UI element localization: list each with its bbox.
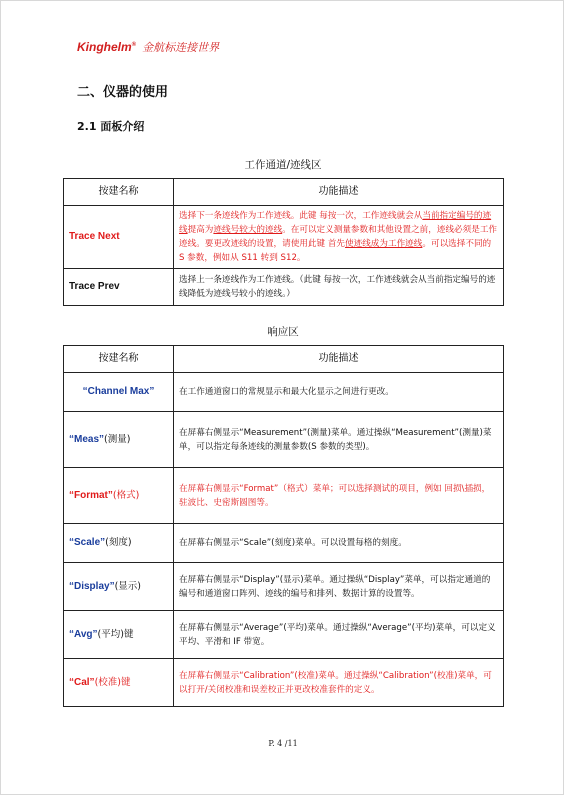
column-header-key: 按建名称 — [64, 346, 174, 373]
key-name-format: “Format”(格式) — [64, 468, 174, 524]
key-name-cal: “Cal”(校准)键 — [64, 659, 174, 707]
key-description: 在屏幕右侧显示“Calibration”(校准)菜单。通过操纵“Calibration”(校准)菜单，可以打开/关闭校准和误差校正并更改校准套件的定义。 — [174, 659, 504, 707]
column-header-key: 按建名称 — [64, 179, 174, 206]
logo-brand-text: Kinghelm® — [77, 40, 137, 54]
key-description: 在屏幕右侧显示“Display”(显示)菜单。通过操纵“Display”菜单，可以指定通道的编号和通道窗口阵列、迹线的编号和排列、数据计算的设置等。 — [174, 563, 504, 611]
key-description: 在屏幕右侧显示“Scale”(刻度)菜单。可以设置每格的刻度。 — [174, 524, 504, 563]
trace-keys-table — [63, 178, 504, 306]
column-header-desc: 功能描述 — [174, 179, 504, 206]
table-header-row — [64, 179, 504, 206]
key-name-channel-max: “Channel Max” — [64, 373, 174, 412]
table1-caption: 工作通道/迹线区 — [244, 159, 322, 171]
key-name-avg: “Avg”(平均)键 — [64, 611, 174, 659]
company-logo — [77, 39, 219, 55]
key-description: 在屏幕右侧显示“Average”(平均)菜单。通过操纵“Average”(平均)菜单，可以定义平均、平滑和 IF 带宽。 — [174, 611, 504, 659]
response-keys-table — [63, 345, 504, 707]
column-header-desc: 功能描述 — [174, 346, 504, 373]
logo-tagline: 金航标连接世界 — [142, 41, 220, 54]
table-row — [64, 373, 504, 412]
key-name-display: “Display”(显示) — [64, 563, 174, 611]
table-row — [64, 468, 504, 524]
table-row — [64, 524, 504, 563]
table-row — [64, 611, 504, 659]
table-header-row — [64, 346, 504, 373]
page-number: P. 4 /11 — [268, 739, 298, 748]
subsection-title: 2.1 面板介绍 — [77, 120, 145, 133]
section-title: 二、仪器的使用 — [77, 85, 169, 100]
key-description: 选择下一条迹线作为工作迹线。此键 每按一次，工作迹线就会从当前指定编号的迹线提高为迹线号较大的迹线。在可以定义测量参数和其他设置之前，迹线必须是工作迹线。要更改迹线的设置，请使用此键 首先使迹线成为工作迹线。可以选择不同的 S 参数，例如从 S11 转到 S12。 — [174, 206, 504, 269]
key-description: 在工作通道窗口的常规显示和最大化显示之间进行更改。 — [174, 373, 504, 412]
key-description: 选择上一条迹线作为工作迹线。（此键 每按一次，工作迹线就会从当前指定编号的迹线降低为迹线号较小的迹线。） — [174, 269, 504, 306]
table-row — [64, 412, 504, 468]
table2-caption: 响应区 — [267, 326, 299, 338]
key-name-trace-prev: Trace Prev — [64, 269, 174, 306]
key-name-meas: “Meas”(测量) — [64, 412, 174, 468]
table-row — [64, 659, 504, 707]
key-name-trace-next: Trace Next — [64, 206, 174, 269]
table-row — [64, 269, 504, 306]
key-name-scale: “Scale”(刻度) — [64, 524, 174, 563]
table-row — [64, 563, 504, 611]
key-description: 在屏幕右侧显示“Measurement”(测量)菜单。通过操纵“Measurement”(测量)菜单，可以指定每条迹线的测量参数(S 参数的类型)。 — [174, 412, 504, 468]
table-row — [64, 206, 504, 269]
key-description: 在屏幕右侧显示“Format”（格式）菜单；可以选择测试的项目，例如 回损\插损，驻波比、史密斯圆图等。 — [174, 468, 504, 524]
